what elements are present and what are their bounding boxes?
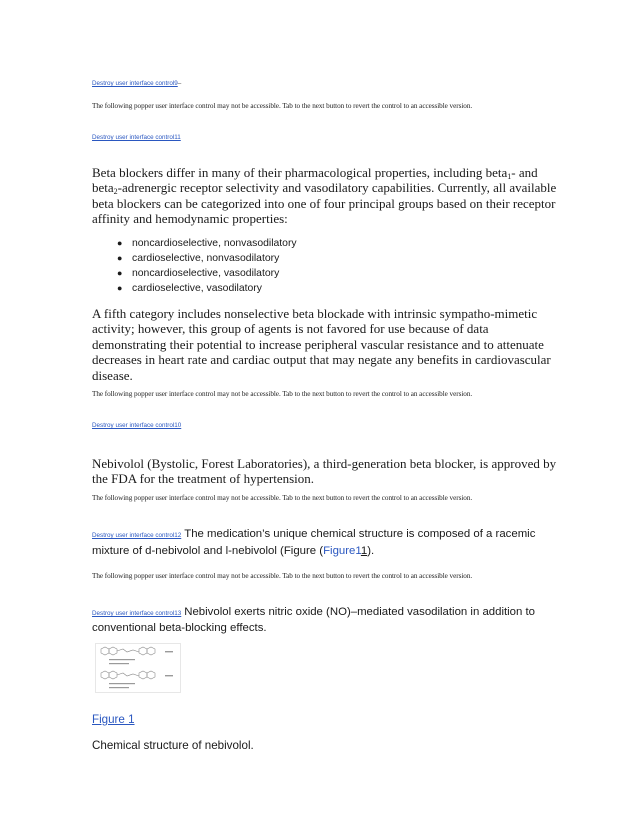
popper-notice: The following popper user interface control may not be accessible. Tab to the next button to revert the control to an accessible version.: [92, 102, 473, 110]
destroy-control-12-link[interactable]: Destroy user interface control12: [92, 532, 182, 539]
destroy-control-12-row: [92, 524, 535, 542]
p4-line1: The medication’s unique chemical structure is composed of a racemic: [184, 528, 536, 540]
figure-1-label-row: [92, 710, 135, 728]
dash: –: [177, 80, 182, 87]
list-item: ● noncardioselective, nonvasodilatory: [117, 238, 297, 249]
list-item: ● cardioselective, vasodilatory: [117, 283, 262, 294]
paragraph-fifth-category: A fifth category includes nonselective beta blockade with intrinsic sympatho-mimetic activity; however, this group of agents is not favored for use because of data demonstrating their potential to increase peripheral vascular resistance and to attenuate decreases in heart rate and cardiac output that may negate any benefits in cardiovascular disease.: [92, 306, 551, 383]
figure-1-link[interactable]: Figure 1: [92, 713, 135, 726]
destroy-control-9-row: [92, 72, 181, 90]
p1-line3: beta blockers can be categorized into one of four principal groups based on their receptor: [92, 195, 556, 211]
bullet-icon: ●: [117, 268, 123, 278]
p5-line1: Nebivolol exerts nitric oxide (NO)–mediated vasodilation in addition to: [184, 606, 536, 618]
p5-line2: conventional beta-blocking effects.: [92, 622, 267, 634]
destroy-control-13-row: [92, 602, 535, 620]
popper-notice: The following popper user interface control may not be accessible. Tab to the next button to revert the control to an accessible version.: [92, 572, 473, 580]
figure1-link[interactable]: Figure1: [323, 545, 361, 557]
figure1-ref[interactable]: 1: [360, 545, 368, 557]
destroy-control-10-link[interactable]: Destroy user interface control10: [92, 422, 182, 429]
beta-blocker-categories-list: [92, 236, 297, 296]
list-item: ● noncardioselective, vasodilatory: [117, 268, 280, 279]
p1-line1: Beta blockers differ in many of their pharmacological properties, including beta$_1$- and: [92, 165, 538, 181]
p4-line2: mixture of d-nebivolol and l-nebivolol (Figure (Figure11).: [92, 545, 375, 557]
popper-notice: The following popper user interface control may not be accessible. Tab to the next button to revert the control to an accessible version.: [92, 494, 473, 502]
paragraph-beta-blockers: [92, 165, 562, 227]
destroy-control-13-link[interactable]: Destroy user interface control13: [92, 610, 182, 617]
p1-line4: affinity and hemodynamic properties:: [92, 211, 288, 227]
popper-notice: The following popper user interface control may not be accessible. Tab to the next button to revert the control to an accessible version.: [92, 390, 473, 398]
bullet-icon: ●: [117, 283, 123, 293]
figure-caption: Chemical structure of nebivolol.: [92, 739, 254, 752]
nebivolol-structure-thumbnail[interactable]: [95, 643, 181, 693]
p1-line2: beta$_2$-adrenergic receptor selectivity and vasodilatory capabilities. Currently, all available: [92, 180, 557, 197]
paragraph-nebivolol: Nebivolol (Bystolic, Forest Laboratories), a third-generation beta blocker, is approved by the FDA for the treatment of hypertension.: [92, 456, 557, 487]
bullet-icon: ●: [117, 238, 123, 248]
destroy-control-11-link[interactable]: Destroy user interface control11: [92, 134, 181, 141]
bullet-icon: ●: [117, 253, 123, 263]
list-item: ● cardioselective, nonvasodilatory: [117, 253, 280, 264]
destroy-control-9-link[interactable]: Destroy user interface control9: [92, 80, 178, 87]
